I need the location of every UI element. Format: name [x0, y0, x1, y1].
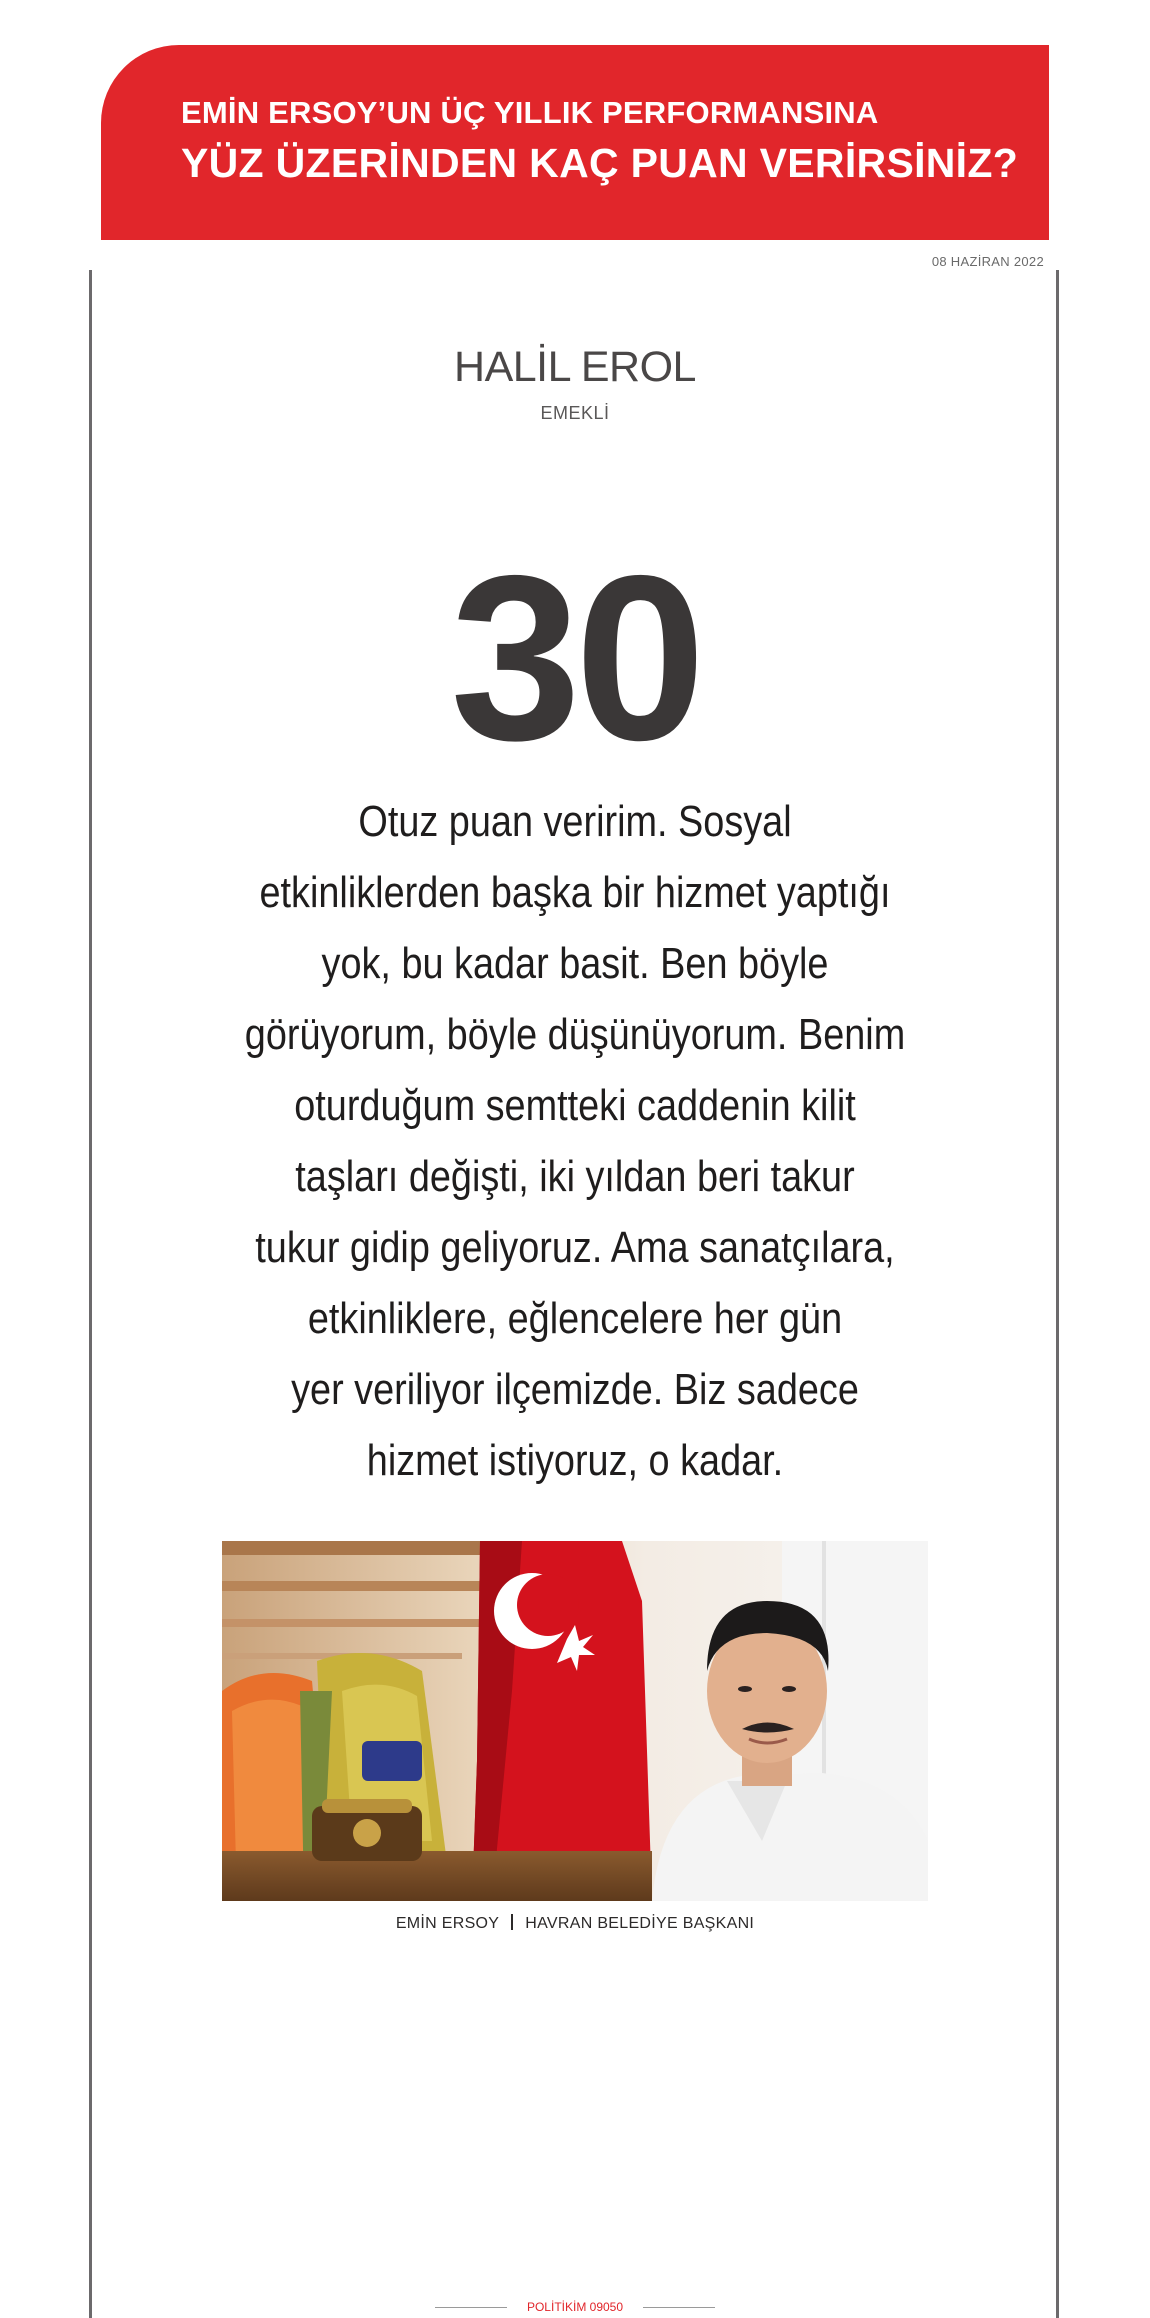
footer-rule-right — [643, 2307, 715, 2308]
respondent-name: HALİL EROL — [454, 343, 696, 391]
quote-line: yer veriliyor ilçemizde. Biz sadece — [291, 1365, 859, 1414]
quote-line: etkinliklerden başka bir hizmet yaptığı — [259, 868, 891, 917]
respondent-occupation: EMEKLİ — [540, 403, 610, 423]
quote-line: yok, bu kadar basit. Ben böyle — [321, 939, 829, 988]
quote-line: etkinliklere, eğlencelere her gün — [307, 1294, 843, 1343]
page-footer — [0, 2300, 1150, 2314]
quote-line: taşları değişti, iki yıldan beri takur — [295, 1152, 855, 1201]
score-number: 30 — [450, 526, 700, 789]
caption-separator — [511, 1914, 513, 1930]
quote-line: hizmet istiyoruz, o kadar. — [366, 1436, 784, 1485]
quote-line: tukur gidip geliyoruz. Ama sanatçılara, — [255, 1223, 895, 1272]
photo-caption — [0, 1914, 1150, 1933]
footer-rule-left — [435, 2307, 507, 2308]
header-banner — [101, 45, 1049, 240]
respondent-quote — [0, 786, 1150, 1496]
publish-date: 08 HAZİRAN 2022 — [931, 254, 1044, 269]
banner-question-line-2: YÜZ ÜZERİNDEN KAÇ PUAN VERİRSİNİZ? — [181, 140, 1019, 186]
mayor-photo — [222, 1541, 928, 1901]
caption-name: EMİN ERSOY — [395, 1915, 500, 1932]
quote-line: Otuz puan veririm. Sosyal — [358, 797, 792, 846]
quote-line: oturduğum semtteki caddenin kilit — [294, 1081, 856, 1130]
footer-label: POLİTİKİM 09050 — [526, 2300, 624, 2314]
banner-question-line-1: EMİN ERSOY’UN ÜÇ YILLIK PERFORMANSINA — [181, 95, 879, 130]
caption-role: HAVRAN BELEDİYE BAŞKANI — [525, 1915, 755, 1932]
quote-line: görüyorum, böyle düşünüyorum. Benim — [244, 1010, 906, 1059]
